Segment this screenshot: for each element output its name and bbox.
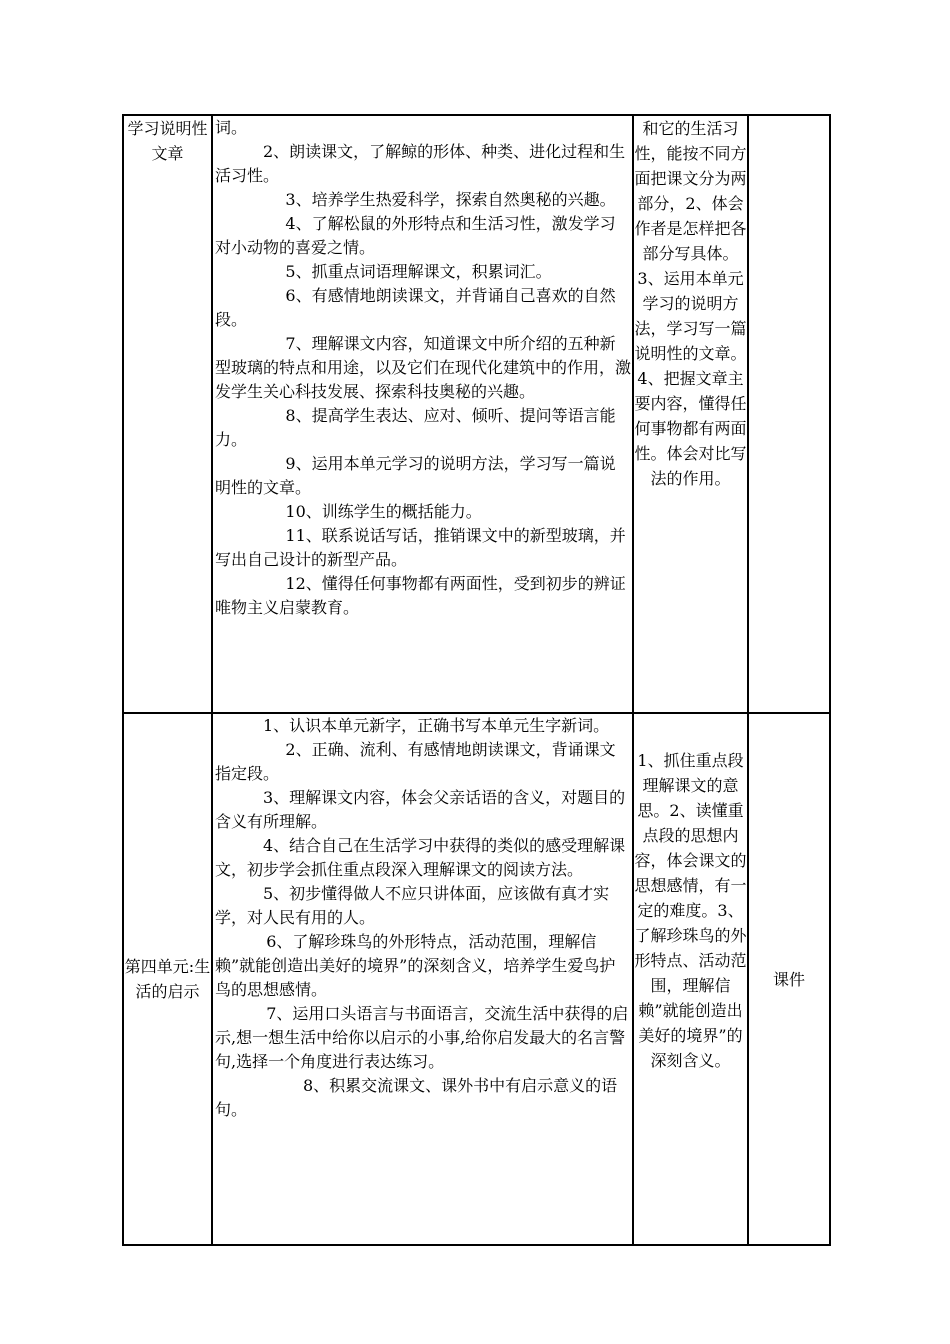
goal-item: 3、培养学生热爱科学，探索自然奥秘的兴趣。 — [285, 190, 616, 209]
resources-cell: 课件 — [748, 713, 830, 1245]
goal-item: 5、抓重点词语理解课文，积累词汇。 — [285, 262, 552, 281]
lesson-plan-table — [122, 114, 831, 1246]
goal-item: 4、结合自己在生活学习中获得的类似的感受理解课文，初步学会抓住重点段深入理解课文的阅读方法。 — [215, 836, 626, 879]
goal-item: 6、有感情地朗读课文，并背诵自己喜欢的自然段。 — [215, 286, 616, 329]
goal-item: 12、懂得任何事物都有两面性，受到初步的辨证唯物主义启蒙教育。 — [215, 574, 626, 617]
goal-item: 11、联系说话写话，推销课文中的新型玻璃，并写出自己设计的新型产品。 — [215, 526, 626, 569]
table-row — [123, 713, 830, 1245]
teaching-goals-cell — [212, 713, 633, 1245]
goal-item: 8、积累交流课文、课外书中有启示意义的语句。 — [215, 1076, 618, 1119]
unit-title-cell: 第四单元:生活的启示 — [123, 713, 212, 1245]
goal-item: 2、正确、流利、有感情地朗读课文，背诵课文指定段。 — [215, 740, 616, 783]
goal-item: 8、提高学生表达、应对、倾听、提问等语言能力。 — [215, 406, 616, 449]
goal-item: 5、初步懂得做人不应只讲体面，应该做有真才实学，对人民有用的人。 — [215, 884, 610, 927]
goal-item: 3、理解课文内容，体会父亲话语的含义，对题目的含义有所理解。 — [215, 788, 626, 831]
goal-item: 1、认识本单元新字，正确书写本单元生字新词。 — [263, 716, 610, 735]
goal-item: 4、了解松鼠的外形特点和生活习性，激发学习对小动物的喜爱之情。 — [215, 214, 616, 257]
goal-item: 10、训练学生的概括能力。 — [285, 502, 482, 521]
goal-item: 6、了解珍珠鸟的外形特点，活动范围，理解信赖”就能创造出美好的境界”的深刻含义，培养学生爱鸟护鸟的思想感情。 — [215, 932, 616, 999]
key-difficulty-cell: 1、抓住重点段理解课文的意思。2、读懂重点段的思想内容，体会课文的思想感情，有一定的难度。3、了解珍珠鸟的外形特点、活动范围，理解信赖”就能创造出美好的境界”的深刻含义。 — [633, 713, 748, 1245]
goal-item: 词。 — [215, 118, 248, 137]
goal-item: 7、运用口头语言与书面语言，交流生活中获得的启示,想一想生活中给你以启示的小事,给你启发最大的名言警句,选择一个角度进行表达练习。 — [215, 1004, 629, 1071]
goal-item: 7、理解课文内容，知道课文中所介绍的五种新型玻璃的特点和用途，以及它们在现代化建筑中的作用，激发学生关心科技发展、探索科技奥秘的兴趣。 — [215, 334, 632, 401]
key-difficulty-cell: 和它的生活习性，能按不同方面把课文分为两部分，2、体会作者是怎样把各部分写具体。3、运用本单元学习的说明方法，学习写一篇说明性的文章。4、把握文章主要内容，懂得任何事物都有两面性。体会对比写法的作用。 — [633, 115, 748, 713]
goal-item: 9、运用本单元学习的说明方法，学习写一篇说明性的文章。 — [215, 454, 616, 497]
resources-cell — [748, 115, 830, 713]
teaching-goals-cell — [212, 115, 633, 713]
table-row — [123, 115, 830, 713]
goal-item: 2、朗读课文，了解鲸的形体、种类、进化过程和生活习性。 — [215, 142, 626, 185]
unit-title-cell: 学习说明性文章 — [123, 115, 212, 713]
